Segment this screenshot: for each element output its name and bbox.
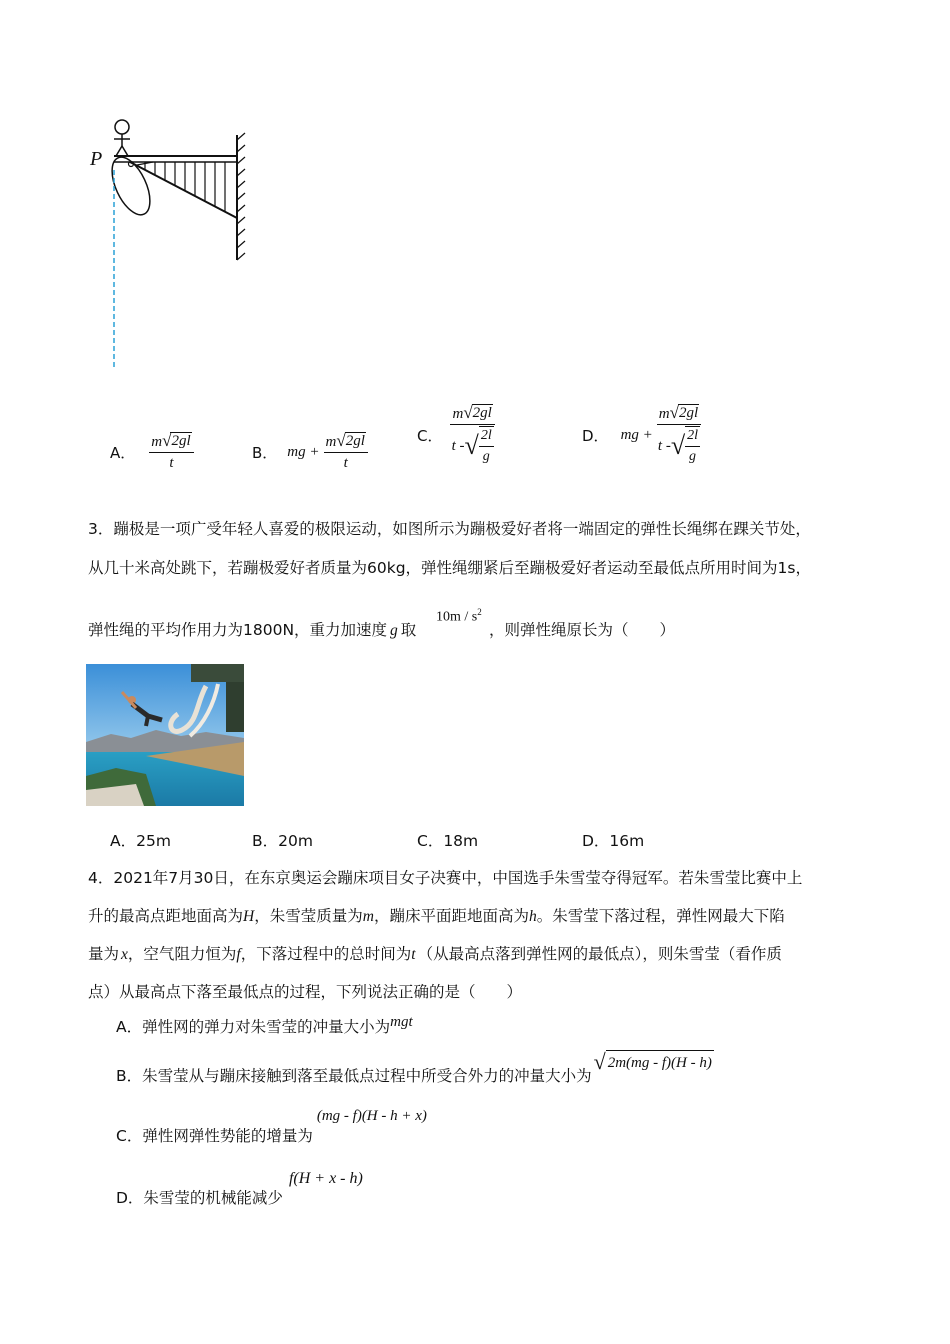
platform-figure [85,110,255,375]
q4-option-d[interactable]: D．朱雪莹的机械能减少 f(H + x - h) [116,1170,363,1207]
q3-line-3-end: ，则弹性绳原长为（ ） [489,621,676,639]
option-b-math: √ 2m(mg - f)(H - h) [593,1049,712,1074]
g-value: $10m / s^2$ [436,607,482,625]
point-label-p: P [90,148,103,170]
q4-line-3: 量为 x，空气阻力恒为f，下落过程中的总时间为t （从最高点落到弹性网的最低点），则朱雪莹（看作质 [88,945,782,963]
q2-option-d[interactable]: D． mg + m √ 2gl t - √ $\frac{2l}{g}$ [582,404,701,466]
q3-line-3: 弹性绳的平均作用力为1800N，重力加速度 g 取 [88,621,417,639]
q4-option-a[interactable]: A．弹性网的弹力对朱雪莹的冲量大小为 mgt [116,1014,413,1036]
option-b-formula: m √ 2gl t [324,432,368,472]
q4-line-1: 4．2021年7月30日，在东京奥运会蹦床项目女子决赛中，中国选手朱雪莹夺得冠军。若朱雪莹比赛中上 [88,869,803,887]
q4-option-b[interactable]: B．朱雪莹从与蹦床接触到落至最低点过程中所受合外力的冲量大小为 √ 2m(mg - f)(H - h) [116,1049,712,1085]
q4-line-2: 升的最高点距地面高为H，朱雪莹质量为m，蹦床平面距地面高为h。朱雪莹下落过程，弹性网最大下陷 [88,907,785,925]
option-a-math: mgt [390,1014,413,1030]
q3-option-d[interactable]: D．16m [582,832,645,850]
q3-line-1: 3．蹦极是一项广受年轻人喜爱的极限运动，如图所示为蹦极爱好者将一端固定的弹性长绳绑在踝关节处， [88,520,811,538]
q2-option-c[interactable]: C． m √ 2gl t - √ $\frac{2l}{g}$ [417,404,495,466]
q3-option-b[interactable]: B．20m [252,832,313,850]
platform-diagram [85,110,255,375]
q2-option-a[interactable]: A． m √ 2gl t [110,432,194,472]
q3-line-2: 从几十米高处跳下，若蹦极爱好者质量为60kg，弹性绳绷紧后至蹦极爱好者运动至最低点所用时间为1s， [88,559,811,577]
option-c-formula: m √ 2gl t - √ $\frac{2l}{g}$ [450,404,494,466]
q4-option-c[interactable]: C．弹性网弹性势能的增量为 (mg - f)(H - h + x) [116,1108,427,1145]
q3-option-c[interactable]: C．18m [417,832,479,850]
option-d-formula: m √ 2gl t - √ $\frac{2l}{g}$ [657,404,701,466]
option-c-math: (mg - f)(H - h + x) [316,1108,427,1124]
option-d-math: f(H + x - h) [288,1170,363,1187]
person-head [115,120,129,134]
bungee-photo [86,664,244,806]
q2-option-b[interactable]: B． mg + m √ 2gl t [252,432,368,472]
q3-option-a[interactable]: A．25m [110,832,171,850]
q4-line-4: 点）从最高点下落至最低点的过程，下列说法正确的是（ ） [88,983,523,1001]
option-a-formula: m √ 2gl t [149,432,193,472]
